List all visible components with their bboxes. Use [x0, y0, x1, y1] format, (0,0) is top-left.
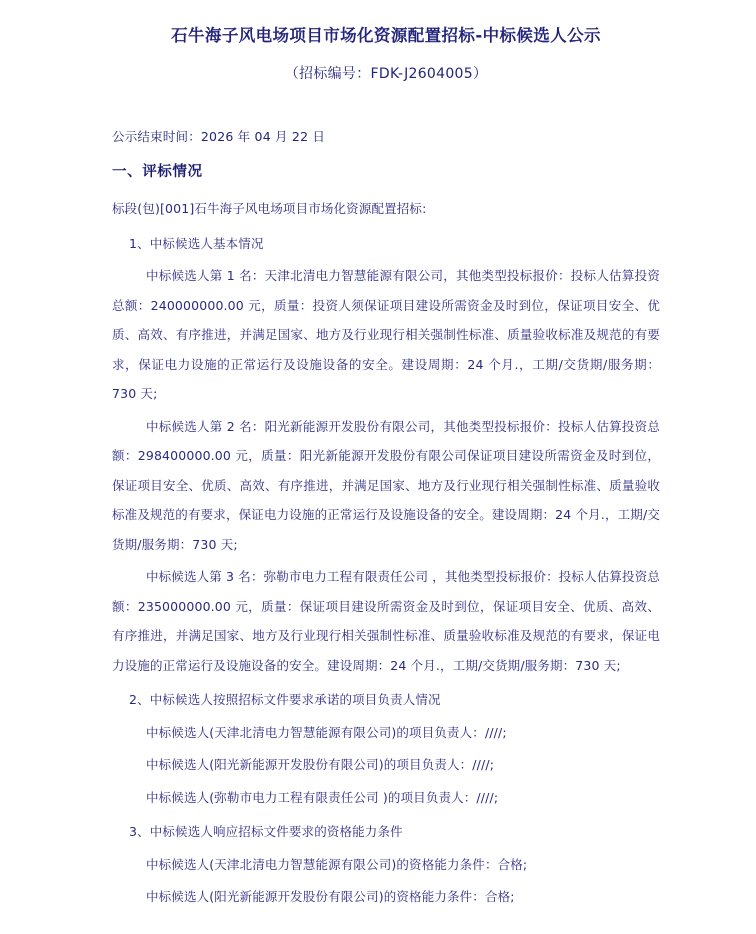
document-body [112, 0, 660, 912]
page-title: 石牛海子风电场项目市场化资源配置招标-中标候选人公示 [171, 26, 601, 45]
section-heading-evaluation: 一、评标情况 [112, 163, 203, 180]
candidate-2-details: 中标候选人第 2 名：阳光新能源开发股份有限公司，其他类型投标报价：投标人估算投资总额：298400000.00 元，质量：阳光新能源开发股份有限公司保证项目建设所需资金及时到位，保证项目安全、优质、高效、有序推进，并满足国家、地方及行业现行相关强制性标准、质量验收标准及规范的有要求，保证电力设施的正常运行及设施设备的安全。建设周期：24 个月.，工期/交货期/服务期：730 天; [112, 418, 660, 552]
lot-package-line: 标段(包)[001]石牛海子风电场项目市场化资源配置招标: [112, 201, 427, 217]
notice-end-time: 公示结束时间：2026 年 04 月 22 日 [112, 128, 326, 144]
candidate-1-details: 中标候选人第 1 名：天津北清电力智慧能源有限公司，其他类型投标报价：投标人估算投资总额：240000000.00 元，质量：投资人须保证项目建设所需资金及时到位，保证项目安全、优质、高效、有序推进，并满足国家、地方及行业现行相关强制性标准、质量验收标准及规范的有要求，保证电力设施的正常运行及设施设备的安全。建设周期：24 个月.，工期/交货期/服务期：730 天; [112, 268, 660, 402]
project-manager-candidate-3: 中标候选人(弥勒市电力工程有限责任公司 )的项目负责人：////; [146, 789, 499, 805]
project-manager-candidate-1: 中标候选人(天津北清电力智慧能源有限公司)的项目负责人：////; [146, 724, 507, 740]
qualification-candidate-1: 中标候选人(天津北清电力智慧能源有限公司)的资格能力条件：合格; [146, 856, 528, 872]
subsection-heading-project-manager: 2、中标候选人按照招标文件要求承诺的项目负责人情况 [129, 692, 441, 708]
tender-number-subtitle: （招标编号：FDK-J2604005） [284, 65, 488, 82]
project-manager-candidate-2: 中标候选人(阳光新能源开发股份有限公司)的项目负责人：////; [146, 757, 495, 773]
subsection-heading-candidate-basics: 1、中标候选人基本情况 [129, 235, 264, 251]
candidate-3-details: 中标候选人第 3 名：弥勒市电力工程有限责任公司 ，其他类型投标报价：投标人估算投资总额：235000000.00 元，质量：保证项目建设所需资金及时到位，保证项目安全、优质、高效、有序推进，并满足国家、地方及行业现行相关强制性标准、质量验收标准及规范的有要求，保证电力设施的正常运行及设施设备的安全。建设周期：24 个月.，工期/交货期/服务期：730 天; [112, 569, 660, 673]
qualification-candidate-2: 中标候选人(阳光新能源开发股份有限公司)的资格能力条件：合格; [146, 889, 515, 905]
subsection-heading-qualification: 3、中标候选人响应招标文件要求的资格能力条件 [129, 824, 403, 840]
